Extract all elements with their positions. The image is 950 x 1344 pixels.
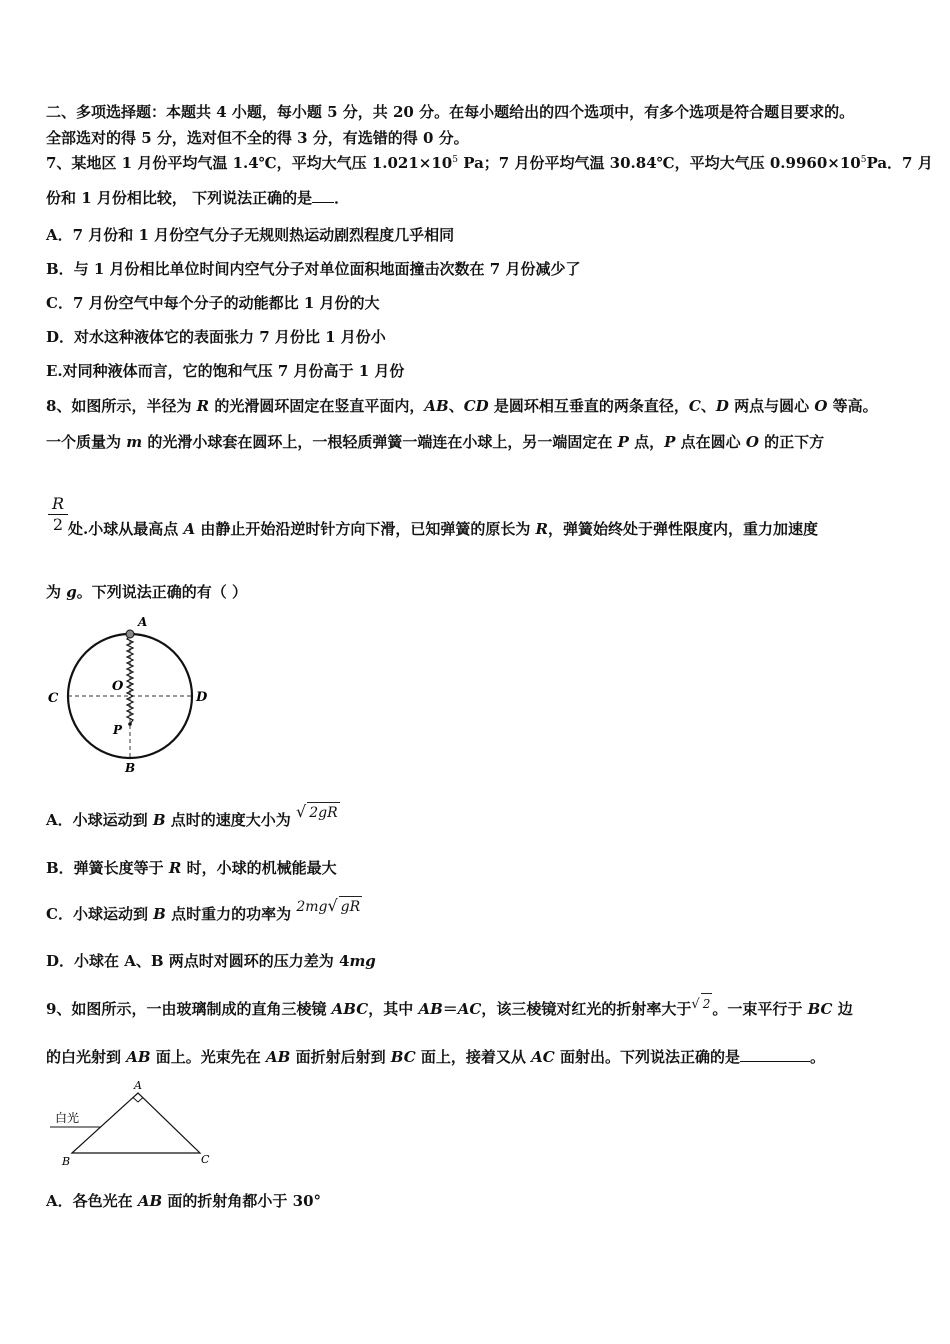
- ball: [126, 630, 134, 638]
- label-p: P: [113, 723, 123, 737]
- point-p: [128, 722, 132, 726]
- right-angle-mark: [133, 1098, 143, 1103]
- q7-option-e: E.对同种液体而言，它的饱和气压 7 月份高于 1 月份: [46, 362, 405, 380]
- q8-fraction-r-over-2: [48, 494, 68, 535]
- q9-option-a: A．各色光在 AB 面的折射角都小于 30°: [46, 1192, 322, 1210]
- section-heading-line2: 全部选对的得 5 分，选对但不全的得 3 分，有选错的得 0 分。: [46, 129, 469, 147]
- q8-option-a: A．小球运动到 B 点时的速度大小为 √ 2gR: [46, 802, 338, 829]
- q7-stem2-end: ．: [334, 189, 350, 207]
- q9-stem-line2: 的白光射到 AB 面上。光束先在 AB 面折射后射到 BC 面上，接着又从 AC 面射出。下列说法正确的是 。: [46, 1048, 825, 1066]
- sqrt-2: √ 2: [691, 997, 712, 1011]
- q9-stem-line1: 9、如图所示，一由玻璃制成的直角三棱镜 ABC，其中 AB＝AC，该三棱镜对红光的折射率大于$^{√ 2}$ 。一束平行于 BC 边: [46, 999, 853, 1021]
- q8-option-d: D．小球在 A、B 两点时对圆环的压力差为 4mg: [46, 952, 376, 970]
- label-a: A: [138, 615, 148, 629]
- q8-stem-line4: 为 g。下列说法正确的有（ ）: [46, 583, 247, 601]
- q8-stem-line2: 一个质量为 m 的光滑小球套在圆环上，一根轻质弹簧一端连在小球上，另一端固定在 P 点，P 点在圆心 O 的正下方: [46, 433, 825, 451]
- q7-option-c: C．7 月份空气中每个分子的动能都比 1 月份的大: [46, 294, 380, 312]
- fraction-denominator: 2: [52, 515, 64, 534]
- q7-answer-blank: [312, 190, 334, 203]
- spring-zigzag: [127, 636, 133, 724]
- q7-option-b: B．与 1 月份相比单位时间内空气分子对单位面积地面撞击次数在 7 月份减少了: [46, 260, 581, 278]
- prism-label-b: B: [62, 1155, 71, 1168]
- q7-exponent-a: 5: [452, 155, 458, 165]
- q7-stem-part-c: Pa．7 月: [866, 154, 933, 172]
- label-white-light: 白光: [55, 1111, 80, 1125]
- q7-stem-part-b: Pa；7 月份平均气温 30.84℃，平均大气压 0.9960×10: [457, 154, 861, 172]
- prism-diagram: [44, 1075, 224, 1170]
- q8-stem-line3: 处.小球从最高点 A 由静止开始沿逆时针方向下滑，已知弹簧的原长为 R，弹簧始终处于弹性限度内，重力加速度: [68, 520, 819, 538]
- prism-label-a: A: [134, 1079, 142, 1092]
- q7-stem-line2: [46, 188, 349, 208]
- section-heading-line1: 二、多项选择题：本题共 4 小题，每小题 5 分，共 20 分。在每小题给出的四个选项中，有多个选项是符合题目要求的。: [46, 103, 855, 121]
- label-c: C: [48, 691, 59, 706]
- q7-stem-line1: [46, 153, 933, 173]
- label-o: O: [112, 679, 124, 694]
- prism-label-c: C: [201, 1153, 210, 1166]
- label-d: D: [196, 690, 208, 705]
- ring-spring-diagram: [40, 612, 220, 774]
- power-expression: 2mg√ gR: [296, 896, 361, 915]
- prism-triangle: [72, 1093, 200, 1153]
- q7-option-a: A．7 月份和 1 月份空气分子无规则热运动剧烈程度几乎相同: [46, 226, 455, 244]
- sqrt-2gr: √ 2gR: [296, 802, 338, 821]
- fraction-numerator: R: [48, 494, 68, 515]
- q9-answer-blank: [740, 1049, 810, 1062]
- q8-stem-line1: 8、如图所示，半径为 R 的光滑圆环固定在竖直平面内，AB、CD 是圆环相互垂直的两条直径，C、D 两点与圆心 O 等高。: [46, 397, 878, 415]
- q7-stem2-text: 份和 1 月份相比较， 下列说法正确的是: [46, 189, 313, 207]
- q7-option-d: D．对水这种液体它的表面张力 7 月份比 1 月份小: [46, 328, 386, 346]
- q7-stem-part-a: 7、某地区 1 月份平均气温 1.4℃，平均大气压 1.021×10: [46, 154, 453, 172]
- label-b: B: [125, 761, 136, 774]
- q7-exponent-b: 5: [860, 155, 867, 165]
- q8-option-b: B．弹簧长度等于 R 时，小球的机械能最大: [46, 859, 337, 877]
- q8-option-c: C．小球运动到 B 点时重力的功率为 2mg√ gR: [46, 896, 361, 923]
